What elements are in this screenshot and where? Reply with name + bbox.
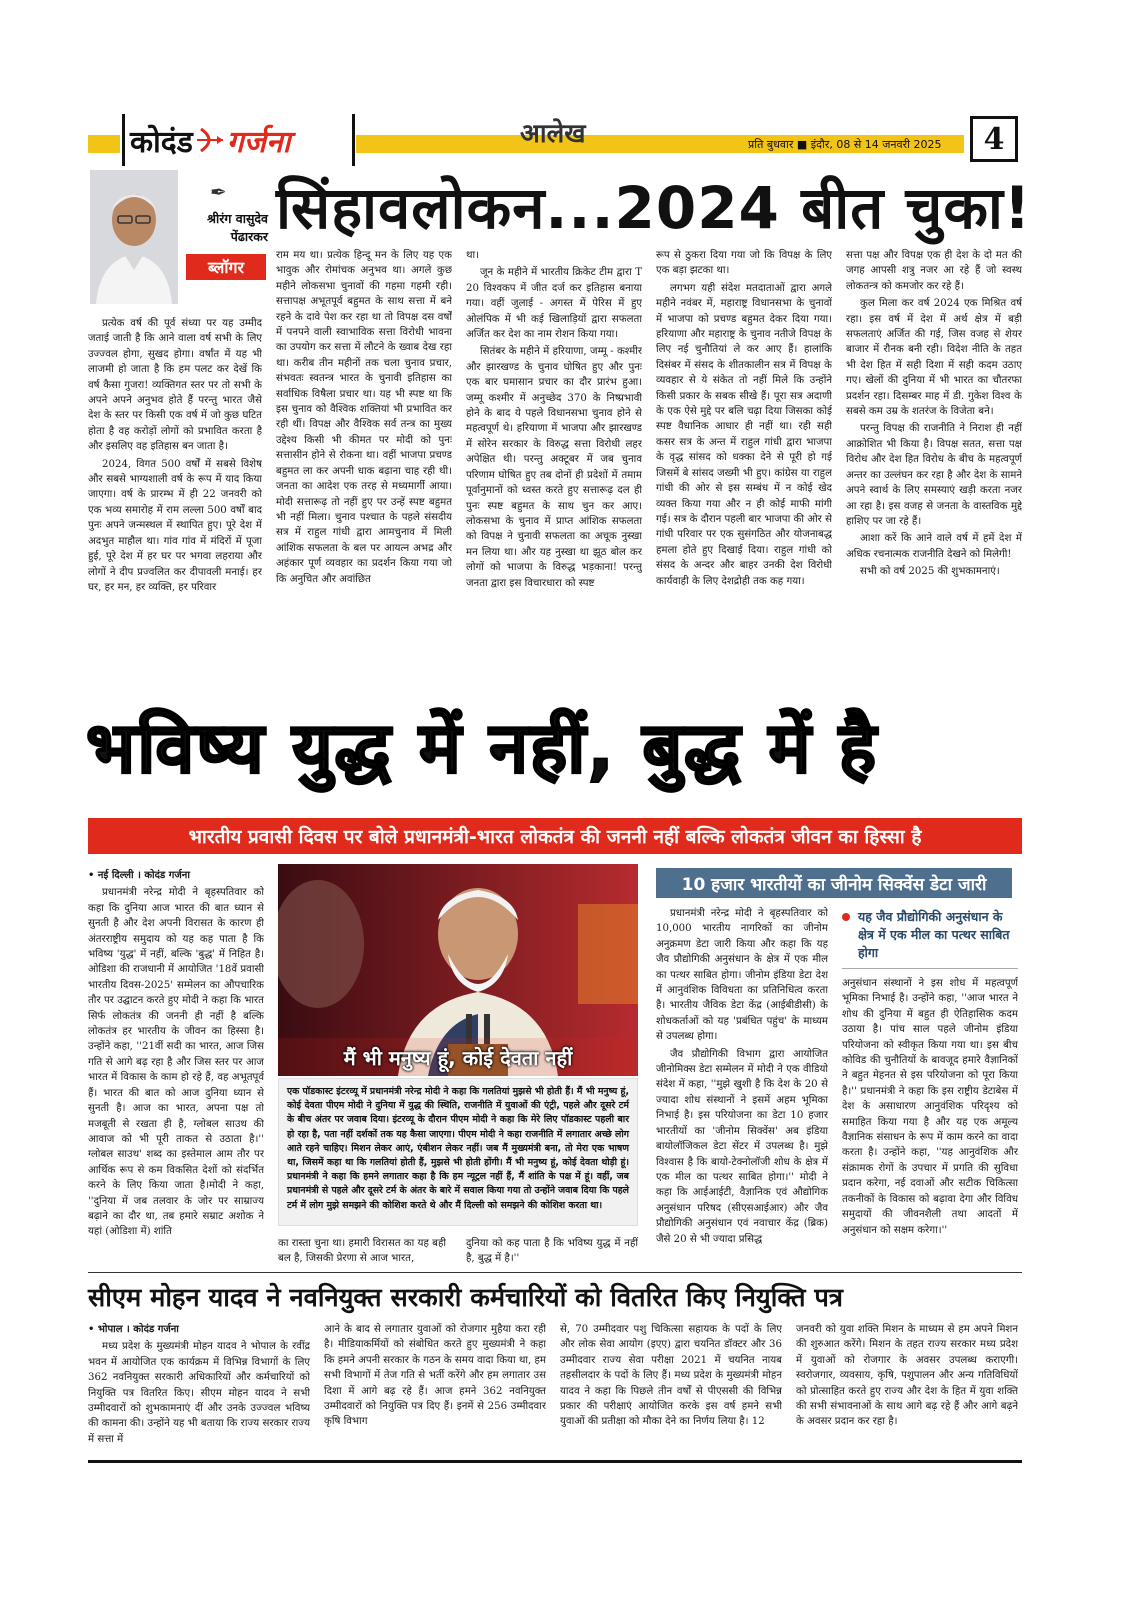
author-role: ब्लॉगर [207, 258, 245, 277]
podcast-box-text: एक पॉडकास्ट इंटरव्यू में प्रधानमंत्री नरेन्द्र मोदी ने कहा कि गलतियां मुझसे भी होती हैं। मैं भी मनुष्य हूं, कोई देवता पीएम मोदी ने दुनिया में युद्ध की स्थिति, राजनीति में युवाओं की एंट्री, पहले और दूसरे टर्म के बीच अंतर पर जवाब दिया। इंटरव्यू के दौरान पीएम मोदी ने कहा कि मेरे लिए पॉडकास्ट पहली बार हो रहा है, पता नहीं दर्शकों तक यह कैसा जाएगा। पीएम मोदी ने कहा राजनीति में लगातार अच्छे लोग आते रहने चाहिए। मिशन लेकर आएं, एंबीशन लेकर नहीं। जब मैं मुख्यमंत्री बना, तो मेरा एक भाषण था, जिसमें कहा था कि गलतियां होती हैं, मुझसे भी होती होंगी। मैं भी मनुष्य हूं, कोई देवता थोड़ी हूं। प्रधानमंत्री ने कहा कि हमने लगातार कहा है कि हम न्यूट्रल नहीं हैं, मैं शांति के पक्ष में हूं। वहीं, जब प्रधानमंत्री से पहले और दूसरे टर्म के अंतर के बारे में सवाल किया गया तो उन्होंने जवाब दिया कि पहले टर्म में लोग मुझे समझने की कोशिश करते थे और मैं दिल्ली को समझने की कोशिश करता था। [287, 1086, 629, 1211]
page-bottom-rule [88, 1460, 1022, 1463]
article1-col1 [88, 316, 262, 676]
masthead-divider-right [352, 114, 355, 166]
article3-col3 [560, 1322, 782, 1456]
article2-headline: भविष्य युद्ध में नहीं, बुद्ध में है [86, 707, 878, 789]
dateline: • भोपाल । कोदंड गर्जना [88, 1324, 179, 1335]
photo-caption-text: मैं भी मनुष्य हूं, कोई देवता नहीं [343, 1045, 573, 1070]
masthead-logo [130, 120, 290, 160]
pullquote-text: यह जैव प्रौद्योगिकी अनुसंधान के क्षेत्र में एक मील का पत्थर साबित होगा [858, 909, 1010, 960]
article1-col3 [466, 248, 642, 676]
article2-banner [88, 818, 1022, 854]
paragraph: परन्तु विपक्ष की राजनीति ने निराश ही नहीं आक्रोशित भी किया है। विपक्ष सतत, सत्ता पक्ष विरोध और देश हित विरोध के बीच के महत्वपूर्ण अन्तर का उल्लंघन कर रहा है और देश के सामने अपने स्वार्थ के लिए समस्याएं खड़ी करता नजर आ रहा है। इस वजह से जनता के वास्तविक मुद्दे हाशिए पर जा रहे हैं। [846, 423, 1022, 527]
bow-arrow-icon [195, 127, 225, 153]
page-number-box [970, 116, 1018, 162]
paragraph: लगभग यही संदेश मतदाताओं द्वारा अगले महीने नवंबर में, महाराष्ट्र विधानसभा के चुनावों में भाजपा को प्रचण्ड बहुमत देकर दिया गया। हरियाणा और महाराष्ट्र के चुनाव नतीजे विपक्ष के लिए नई चुनौतियां ले कर आए हैं। हालांकि दिसंबर में संसद के शीतकालीन सत्र में विपक्ष के व्यवहार से ये संकेत तो नहीं मिले कि उन्होंने किसी प्रकार के सबक सीखे हैं। पूरा सत्र अदाणी के एक ऐसे मुद्दे पर बलि चढ़ा दिया जिसका कोई स्पष्ट वैधानिक आधार ही नहीं था। रही सही कसर सत्र के अन्त में राहुल गांधी द्वारा भाजपा के वृद्ध सांसद को धक्का देने से पूरी हो गई जिसमें बे सांसद जख्मी भी हुए। कांग्रेस या राहुल गांधी की ओर से इस सम्बंध में न कोई खेद व्यक्त किया गया और न ही कोई माफी मांगी गई। सत्र के दौरान पहली बार भाजपा की ओर से गांधी परिवार पर एक सुसंगठित और योजनाबद्ध हमला होते हुए दिखाई दिया। राहुल गांधी को संसद के अन्दर और बाहर उनकी देश विरोधी कार्यवाही के लिए देशद्रोही तक कह गया। [656, 282, 832, 587]
masthead-yellow-bar [88, 135, 120, 153]
section-title: आलेख [520, 119, 586, 149]
sidebar-col1 [656, 906, 828, 1268]
paragraph: प्रत्येक वर्ष की पूर्व संध्या पर यह उम्मीद जताई जाती है कि आने वाला वर्ष सभी के लिए उज्ज्वल होगा, सुखद होगा। वर्षांत में यह भी लाजमी हो जाता है कि हम पलट कर देखें कि वर्ष कैसा गुजरा! व्यक्तिगत स्तर पर तो सभी के अपने अपने अनुभव होते हैं परन्तु भारत जैसे देश के स्तर पर किसी एक वर्ष में जो कुछ घटित होता है वह करोड़ों लोगों को प्रभावित करता है और इसलिए वह इतिहास बन जाता है। [88, 318, 262, 453]
paragraph: जनवरी को युवा शक्ति मिशन के माध्यम से हम अपने मिशन की शुरुआत करेंगे। मिशन के तहत राज्य सरकार मध्य प्रदेश में युवाओं को रोजगार के अवसर उपलब्ध कराएगी। स्वरोजगार, व्यवसाय, कृषि, पशुपालन और अन्य गतिविधियों को प्रोत्साहित करते हुए राज्य और देश के हित में युवा शक्ति की सभी संभावनाओं के साथ आगे बढ़ रहे हैं और आगे बढ़ने के अवसर प्रदान कर रहा है। [796, 1324, 1018, 1428]
pen-icon: ✒ [210, 180, 227, 204]
paragraph: था। [466, 250, 480, 261]
paragraph: जैव प्रौद्योगिकी विभाग द्वारा आयोजित जीनोमिक्स डेटा सम्मेलन में मोदी ने एक वीडियो संदेश में कहा, ''मुझे खुशी है कि देश के 20 से ज्यादा शोध संस्थानों ने इसमें अहम भूमिका निभाई है। इस परियोजना का डेटा 10 हजार भारतीयों का 'जीनोम सिक्वेंस' अब इंडिया बायोलॉजिकल डेटा सेंटर में उपलब्ध है। मुझे विश्वास है कि बायो-टेक्नोलॉजी शोध के क्षेत्र में एक मील का पत्थर साबित होगा।'' मोदी ने कहा कि आईआईटी, वैज्ञानिक एवं औद्योगिक अनुसंधान परिषद (सीएसआईआर) और जैव प्रौद्योगिकी अनुसंधान एवं नवाचार केंद्र (ब्रिक) जैसे 20 से भी ज्यादा प्रसिद्ध [656, 1048, 828, 1245]
paragraph: का रास्ता चुना था। हमारी विरासत का यह बही बल है, जिसकी प्रेरणा से आज भारत, [278, 1238, 446, 1265]
logo-part1: कोदंड [130, 124, 193, 160]
article2-col2-tail [278, 1236, 446, 1268]
photo-caption [278, 1038, 638, 1076]
article3-col4 [796, 1322, 1018, 1456]
dateline: • नई दिल्ली । कोदंड गर्जना [88, 870, 190, 881]
article1-col4 [656, 248, 832, 676]
paragraph: आशा करें कि आने वाले वर्ष में हमें देश में अधिक रचनात्मक राजनीति देखने को मिलेगी! [846, 533, 1022, 560]
article2-col3-tail [466, 1236, 638, 1268]
author-role-badge [186, 254, 266, 280]
paragraph: प्रधानमंत्री नरेन्द्र मोदी ने बृहस्पतिवार को कहा कि दुनिया आज भारत की बात ध्यान से सुनती है और देश अपनी विरासत के कारण ही अंतरराष्ट्रीय समुदाय को यह कह पाता है कि भविष्य 'युद्ध' में नहीं, बल्कि 'बुद्ध' में निहित है। ओडिशा की राजधानी में आयोजित '18वें प्रवासी भारतीय दिवस-2025' सम्मेलन का औपचारिक तौर पर उद्घाटन करते हुए मोदी ने कहा कि भारत सिर्फ लोकतंत्र की जननी ही नहीं है बल्कि लोकतंत्र हर भारतीय के जीवन का हिस्सा है। उन्होंने कहा, ''21वीं सदी का भारत, आज जिस गति से आगे बढ़ रहा है और जिस स्तर पर आज भारत में विकास के काम हो रहे हैं, वह अभूतपूर्व हैं। भारत की बात को आज दुनिया ध्यान से सुनती है। आज का भारत, अपना पक्ष तो मजबूती से रखता ही है, ग्लोबल साउथ की आवाज को भी पूरी ताकत से उठाता है।'' ग्लोबल साउथ' शब्द का इस्तेमाल आम तौर पर आर्थिक रूप से कम विकसित देशों को संदर्भित करने के लिए किया जाता है।मोदी ने कहा, ''दुनिया में जब तलवार के जोर पर साम्राज्य बढ़ाने का दौर था, तब हमारे सम्राट अशोक ने यहां (ओडिशा में) शांति [88, 887, 264, 1238]
paragraph: सितंबर के महीने में हरियाणा, जम्मू - कश्मीर और झारखण्ड के चुनाव घोषित हुए और पुनः एक बार घमासान प्रचार का दौर प्रारंभ हुआ। जम्मू कश्मीर में अनुच्छेद 370 के निष्प्रभावी होने के बाद ये पहले विधानसभा चुनाव होने से महत्वपूर्ण थे। हरियाणा में भाजपा और झारखण्ड में सोरेन सरकार के विरुद्ध सत्ता विरोधी लहर अपेक्षित थी। परन्तु अक्टूबर में जब चुनाव परिणाम घोषित हुए तब दोनों ही प्रदेशों में तमाम पूर्वानुमानों को ध्वस्त करते हुए सत्तारूढ़ दल ही पुनः स्पष्ट बहुमत के साथ चुन कर आए। लोकसभा के चुनाव में प्राप्त आंशिक सफलता को विपक्ष ने चुनावी सफलता का अचूक नुस्खा मन लिया था। और यह नुस्खा था झूठ बोल कर लोगों को भाजपा के विरुद्ध भड़काना! परन्तु जनता द्वारा इस विचारधारा को स्पष्ट [466, 346, 642, 589]
paragraph: प्रधानमंत्री नरेन्द्र मोदी ने बृहस्पतिवार को 10,000 भारतीय नागरिकों का जीनोम अनुक्रमण डेटा जारी किया और कहा कि यह जैव प्रौद्योगिकी अनुसंधान के क्षेत्र में एक मील का पत्थर साबित होगा। जीनोम इंडिया डेटा देश में आनुवंशिक विविधता का प्रतिनिधित्व करता है। भारतीय जैविक डेटा केंद्र (आईबीडीसी) के शोधकर्ताओं को यह 'प्रबंधित पहुंच' के माध्यम से उपलब्ध होगा। [656, 908, 828, 1043]
article1-col5 [846, 248, 1022, 676]
logo-part2: गर्जना [226, 124, 291, 160]
paragraph: राम मय था। प्रत्येक हिन्दू मन के लिए यह एक भावुक और रोमांचक अनुभव था। अगले कुछ महीने लोकसभा चुनावों की गहमा गहमी रही। सत्तापक्ष अभूतपूर्व बहुमत के साथ सत्ता में बने रहने के दावे पेश कर रहा था तो विपक्ष दस वर्षों में पनपने वाली स्वाभाविक सत्ता विरोधी भावना का उपयोग कर सत्ता में लौटने के ख्वाब देख रहा था। करीब तीन महीनों तक चला चुनाव प्रचार, संभवतः स्वतन्त्र भारत के चुनावी इतिहास का सर्वाधिक विषैला प्रचार था। यह भी स्पष्ट था कि इस चुनाव को वैश्विक शक्तियां भी प्रभावित कर रही थीं। विपक्ष और वैश्विक सर्व तन्त्र का मुख्य उद्देश्य किसी भी कीमत पर मोदी को पुनः सत्तासीन होने से रोकना था। वहीं भाजपा प्रचण्ड बहुमत ला कर अपनी धाक बढ़ाना चाह रही थी। जनता का आदेश एक तरह से मध्यमार्गी आया। मोदी सत्तारूढ़ तो नहीं हुए पर उन्हें स्पष्ट बहुमत भी नहीं मिला। चुनाव पश्चात के पहले संसदीय सत्र में राहुल गांधी द्वारा आमचुनाव में मिली आंशिक सफलता के बल पर आयत्न अभद्र और अहंकार पूर्ण व्यवहार का प्रदर्शन किया गया जो कि अनुचित और अवांछित [276, 250, 452, 585]
article2-col1 [88, 868, 264, 1268]
paragraph: मध्य प्रदेश के मुख्यमंत्री मोहन यादव ने भोपाल के रवींद्र भवन में आयोजित एक कार्यक्रम में विभिन्न विभागों के लिए 362 नवनियुक्त सरकारी अधिकारियों और कर्मचारियों को नियुक्ति पत्र वितरित किए। सीएम मोहन यादव ने सभी उम्मीदवारों को शुभकामनाएं दीं और उनके उज्ज्वल भविष्य की कामना की। उन्होंने यह भी बताया कि राज्य सरकार राज्य में सत्ता में [88, 1341, 310, 1445]
article1-col2 [276, 248, 452, 676]
pullquote [842, 908, 1018, 969]
paragraph: जून के महीने में भारतीय क्रिकेट टीम द्वारा T 20 विश्वकप में जीत दर्ज कर इतिहास बनाया गया। वहीं जुलाई - अगस्त में पेरिस में हुए ओलंपिक में भी कई खिलाड़ियों द्वारा सफलता अर्जित कर देश का नाम रोशन किया गया। [466, 267, 642, 341]
paragraph: सत्ता पक्ष और विपक्ष एक ही देश के दो मत की जगह आपसी शत्रु नजर आ रहे हैं जो स्वस्थ लोकतन्त्र को कमजोर कर रहे हैं। [846, 250, 1022, 292]
paragraph: अनुसंधान संस्थानों ने इस शोध में महत्वपूर्ण भूमिका निभाई है। उन्होंने कहा, ''आज भारत ने शोध की दुनिया में बहुत ही ऐतिहासिक कदम उठाया है। पांच साल पहले जीनोम इंडिया परियोजना को स्वीकृत किया गया था। इस बीच कोविड की चुनौतियों के बावजूद हमारे वैज्ञानिकों ने बहुत मेहनत से इस परियोजना को पूरा किया है।'' प्रधानमंत्री ने कहा कि इस राष्ट्रीय डेटाबेस में देश के असाधारण आनुवंशिक परिदृश्य को समाहित किया गया है और यह एक अमूल्य वैज्ञानिक संसाधन के रूप में काम करने का वादा करता है। उन्होंने कहा, ''यह आनुवंशिक और संक्रामक रोगों के उपचार में प्रगति की सुविधा प्रदान करेगा, नई दवाओं और सटीक चिकित्सा तकनीकों के विकास को बढ़ावा देगा और विविध समुदायों की जीवनशैली तथा आदतों में अनुसंधान को सक्षम करेगा।'' [842, 978, 1018, 1236]
page-number: 4 [983, 121, 1005, 157]
podcast-box [278, 1078, 638, 1226]
issue-info: प्रति बुधवार ■ इंदौर, 08 से 14 जनवरी 2025 [748, 138, 942, 151]
paragraph: रूप से ठुकरा दिया गया जो कि विपक्ष के लिए एक बड़ा झटका था। [656, 250, 832, 277]
author-name: श्रीरंग वासुदेव पेंढारकर [207, 211, 268, 244]
article3-col2 [324, 1322, 546, 1456]
article3-top-rule [88, 1272, 1022, 1273]
paragraph: सभी को वर्ष 2025 की शुभकामनाएं। [860, 566, 1000, 578]
paragraph: कुल मिला कर वर्ष 2024 एक मिश्रित वर्ष रहा। इस वर्ष में देश में अर्थ क्षेत्र में बड़ी सफलताएं अर्जित की गई, जिस वजह से शेयर बाजार में रौनक बनी रही। विदेश नीति के तहत भी देश हित में सही दिशा में सही कदम उठाए गए। खेलों की दुनिया में भी भारत का चौतरफा प्रदर्शन रहा। दिसम्बर माह में डी. गुकेश विश्व के सबसे कम उम्र के शतरंज के विजेता बने। [846, 298, 1022, 418]
author-photo [90, 170, 178, 304]
article2-banner-text: भारतीय प्रवासी दिवस पर बोले प्रधानमंत्री-भारत लोकतंत्र की जननी नहीं बल्कि लोकतंत्र जीवन का हिस्सा है [188, 826, 922, 848]
article3-headline: सीएम मोहन यादव ने नवनियुक्त सरकारी कर्मचारियों को वितरित किए नियुक्ति पत्र [88, 1283, 843, 1313]
sidebar-title-box [656, 868, 1012, 898]
article1-headline: सिंहावलोकन...2024 बीत चुका! [276, 174, 1032, 242]
bullet-dot-icon [842, 913, 850, 921]
paragraph: से, 70 उम्मीदवार पशु चिकित्सा सहायक के पदों के लिए और लोक सेवा आयोग (इएए) द्वारा चयनित डॉक्टर और 36 उम्मीदवार राज्य सेवा परीक्षा 2021 में चयनित नायब तहसीलदार के पदों के लिए हैं। मध्य प्रदेश के मुख्यमंत्री मोहन यादव ने कहा कि पिछले तीन वर्षों से पीएससी की विभिन्न प्रकार की परीक्षाएं आयोजित करके इस वर्ष हमने सभी युवाओं की प्रतीक्षा को मौका देने का निर्णय लिया है। 12 [560, 1324, 782, 1428]
sidebar-title: 10 हजार भारतीयों का जीनोम सिक्वेंस डेटा जारी [681, 874, 987, 895]
paragraph: 2024, विगत 500 वर्षों में सबसे विशेष और सबसे भाग्यशाली वर्ष के रूप में याद किया जाएगा। वर्ष के प्रारम्भ में ही 22 जनवरी को एक भव्य समारोह में राम लल्ला 500 वर्षों बाद पुनः अपने जन्मस्थल में स्थापित हुए। पूरे देश में अदभुत माहौल था। गांव गांव में मंदिरों में पूजा हुई, पूरे देश में हर घर पर भगवा लहराया और लोगों ने दीप प्रज्वलित कर दीपावली मनाई। हर घर, हर मन, हर व्यक्ति, हर परिवार [88, 458, 262, 593]
sidebar-col2 [842, 976, 1018, 1268]
paragraph: दुनिया को कह पाता है कि भविष्य युद्ध में नहीं है, बुद्ध में है।'' [466, 1238, 638, 1265]
article3-col1 [88, 1322, 310, 1456]
masthead-divider-left [122, 114, 125, 166]
paragraph: आने के बाद से लगातार युवाओं को रोजगार मुहैया करा रही है। मीडियाकर्मियों को संबोधित करते हुए मुख्यमंत्री ने कहा कि हमने अपनी सरकार के गठन के समय वादा किया था, हम सभी विभागों में तेज गति से भर्ती करेंगे और हम लगातार उस दिशा में आगे बढ़ रहे हैं। आज हमने 362 नवनियुक्त उम्मीदवारों को नियुक्ति पत्र दिए हैं। इनमें से 256 उम्मीदवार कृषि विभाग [324, 1324, 546, 1428]
